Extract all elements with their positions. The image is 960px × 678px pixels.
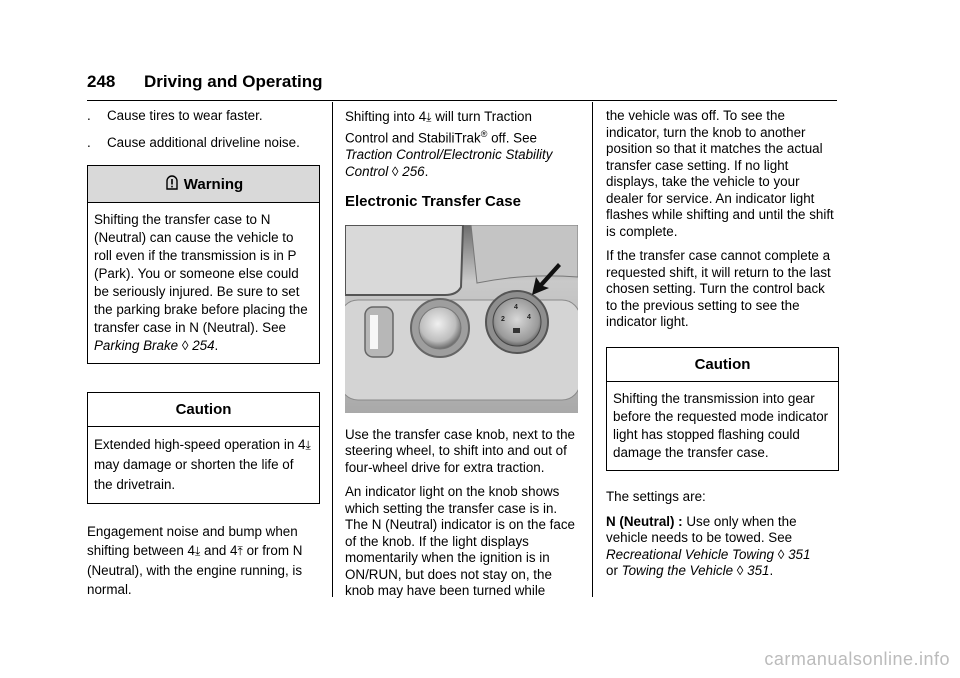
column-divider-left	[332, 102, 333, 597]
bullet-text: Cause additional driveline noise.	[107, 134, 300, 150]
knob-paragraph: Use the transfer case knob, next to the steering wheel, to shift into and out of four-wheel drive for extra traction.	[345, 426, 576, 475]
knob-label-2: 2	[501, 315, 505, 323]
warning-title: Warning	[183, 176, 244, 193]
section-heading: Electronic Transfer Case	[345, 193, 521, 211]
column-1	[87, 108, 320, 607]
shift-return-paragraph: If the transfer case cannot complete a requested shift, it will return to the last chosen setting. Turn the control back to the previous setting to see the indicator light.	[606, 248, 831, 329]
column-2	[345, 108, 578, 608]
registered-mark: ®	[480, 129, 488, 139]
watermark: carmanualsonline.info	[764, 649, 950, 669]
bullet-text: Cause tires to wear faster.	[107, 108, 263, 123]
four-low-icon: ⤓	[426, 110, 432, 124]
settings-intro: The settings are:	[606, 489, 706, 504]
page-ref: 351	[747, 563, 770, 578]
warning-header	[88, 166, 319, 203]
caution-header: Caution	[607, 348, 838, 383]
neutral-setting: N (Neutral) : Use only when the vehicle needs to be towed. See Recreational Vehicle Towing ◊ 351 or Towing the Vehicle ◊ 351.	[606, 513, 811, 578]
warning-box	[87, 165, 320, 364]
page-header	[87, 70, 837, 101]
ref-icon: ◊	[181, 337, 189, 353]
caution-body: Extended high-speed operation in 4⤓ may damage or shorten the life of the drivetrain.	[94, 437, 311, 492]
ref-icon: ◊	[736, 563, 744, 578]
bullet-item: . Cause tires to wear faster.	[87, 108, 263, 123]
warning-icon	[164, 175, 180, 191]
page-number: 248	[87, 72, 116, 91]
caution-header: Caution	[88, 393, 319, 428]
setting-term: N (Neutral) :	[606, 513, 683, 529]
transfer-case-knob-photo	[345, 225, 578, 413]
four-low-icon: ⤓	[194, 544, 201, 558]
page-ref: 256	[402, 164, 425, 180]
traction-paragraph: Shifting into 4⤓ will turn Traction Control and StabiliTrak® off. See Traction Control/Electronic Stability Control ◊ 256.	[345, 109, 553, 180]
caution-body: Shifting the transmission into gear before the requested mode indicator light has stopped flashing could damage the transfer case.	[613, 391, 829, 460]
section-title: Driving and Operating	[144, 72, 323, 91]
knob-label-4-high: 4	[514, 303, 518, 311]
engagement-paragraph: Engagement noise and bump when shifting between 4⤓ and 4⤒ or from N (Neutral), with the engine running, is normal.	[87, 524, 303, 597]
column-3	[606, 108, 839, 588]
indicator-paragraph: An indicator light on the knob shows which setting the transfer case is in. The N (Neutral) indicator is on the face of the knob. If the light displays momentarily when the ignition is in ON/RUN, but does not stay on, the knob may have been turned while	[345, 484, 575, 599]
indicator-continued-paragraph: the vehicle was off. To see the indicator, turn the knob to another position so that it matches the actual transfer case setting. If no light displays, take the vehicle to your dealer for service. An indicator light flashes while shifting and until the shift is complete.	[606, 108, 834, 239]
ref-icon: ◊	[391, 164, 399, 180]
caution-box	[87, 392, 320, 505]
knob-label-4-low: 4	[527, 313, 531, 321]
ref-icon: ◊	[777, 546, 785, 562]
warning-body: Shifting the transfer case to N (Neutral) can cause the vehicle to roll even if the transmission is in P (Park). You or someone else could be seriously injured. Be sure to set the parking brake before placing the transfer case in N (Neutral). See Parking Brake ◊ 254.	[94, 211, 308, 353]
parking-brake-link[interactable]: Parking Brake	[94, 337, 179, 353]
page-ref: 254	[192, 337, 215, 353]
four-high-icon: ⤒	[237, 544, 243, 558]
bullet-item: . Cause additional driveline noise.	[87, 134, 300, 150]
recreational-towing-link[interactable]: Recreational Vehicle Towing	[606, 546, 774, 562]
page-ref: 351	[788, 546, 811, 562]
column-divider-right	[592, 102, 593, 597]
towing-vehicle-link[interactable]: Towing the Vehicle	[621, 563, 734, 578]
traction-control-link[interactable]: Traction Control/Electronic Stability Control	[345, 147, 553, 180]
caution-box	[606, 347, 839, 472]
four-low-icon: ⤓	[305, 438, 311, 452]
